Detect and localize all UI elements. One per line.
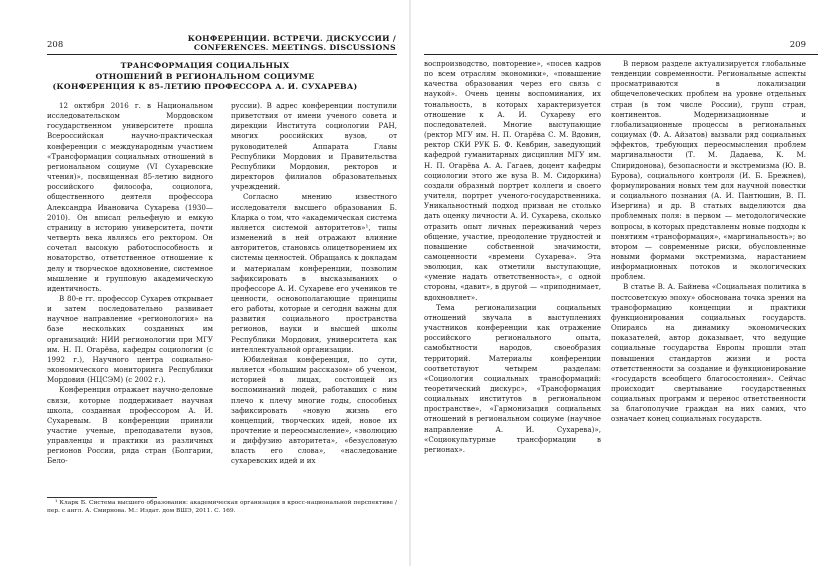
right-column-2 xyxy=(611,59,806,425)
footnote-rule xyxy=(47,497,157,498)
page-number: 208 xyxy=(47,40,64,50)
paragraph: Согласно мнению известного исследователя высшего образования Б. Кларка о том, что «академическая система является системой авторитетов»¹, типы изменений в ней отражают влияние авторитетов, становясь олицетворением их системы ценностей. Обращаясь к докладам и материалам конференции, позволим зафиксировать в высказываниях о профессоре А. И. Сухареве его учеников те ценности, основополагающие принципы его работы, которые и сегодня важны для развития социального пространства регионов, науки и высшей школы Республики Мордовия, университета как интеллектуальной организации. xyxy=(231,192,397,354)
title-line-1: ТРАНСФОРМАЦИЯ СОЦИАЛЬНЫХ xyxy=(120,61,290,70)
title-line-3: (КОНФЕРЕНЦИЯ К 85-ЛЕТИЮ ПРОФЕССОРА А. И. СУХАРЕВА) xyxy=(52,82,358,92)
header-line-2: CONFERENCES. MEETINGS. DISCUSSIONS xyxy=(193,43,396,52)
paragraph: руссии). В адрес конференции поступили приветствия от имени ученого совета и дирекции Института социологии РАН, многих российских вузов, от руководителей Аппарата Главы Республики Мордовия и Правительства Республики Мордовия, ректоров и директоров филиалов образовательных учреждений. xyxy=(231,101,397,192)
footnote: ¹ Кларк Б. Система высшего образования: академическая организация в кросс-национальной перспективе / пер. с англ. А. Смирнова. М.: Издат. дом ВШЭ, 2011. С. 169. xyxy=(47,500,397,514)
header-rule xyxy=(47,54,397,55)
left-column-2 xyxy=(231,101,397,467)
right-page xyxy=(410,0,820,566)
header-line-1: КОНФЕРЕНЦИИ. ВСТРЕЧИ. ДИСКУССИИ / xyxy=(187,34,396,43)
paragraph: Тема регионализации социальных отношений звучала в выступлениях участников конференции как отражение российского регионального опыта, самобытности народов, своеобразия территорий. Материалы конференции соответствуют четырем разделам: «Социология социальных трансформаций: теоретический дискурс», «Трансформация социальных институтов в региональном пространстве», «Гармонизация социальных отношений в региональном социуме (научное направление А. И. Сухарева)», «Социокультурные трансформации в регионах». xyxy=(424,302,601,454)
page-number: 209 xyxy=(789,40,806,50)
left-column-1 xyxy=(47,101,213,467)
paragraph: воспроизводство, повторение», «посев кадров по всем отраслям экономики», «повышение качества образования через его связь с наукой». Очень ценны воспоминания, их тональность, в которых характеризуется отношение к А. И. Сухареву его последователей. Многие выступающие (ректор МГУ им. Н. П. Огарёва С. М. Вдовин, ректор СКИ РУК Б. Ф. Кевбрин, заведующий кафедрой гуманитарных дисциплин МГУ им. Н. П. Огарёва А. А. Гагаев, доцент кафедры социологии этого же вуза В. М. Сидоркина) создали образный портрет коллеги и своего учителя, портрет ученого-государственника. Уникальностный подход призван не столько дать оценку личности А. И. Сухарева, сколько отразить опыт личных переживаний через общение, участие, преодоление трудностей и повышение собственной значимости, самоценности «времени Сухарева». Эта эволюция, как отметили выступающие, «умение надать ответственность», с одной стороны, «давит», в другой — «приподнимает, вдохновляет». xyxy=(424,59,601,302)
running-header xyxy=(188,34,396,52)
paragraph: В первом разделе актуализируется глобальные тенденции современности. Региональные аспекты просматриваются в локализации общечеловеческих проблем на уровне отдельных стран (в том числе России), групп стран, континентов. Модернизационные и глобализационные процессы в региональных социумах (Ф. А. Айзатов) вызвали ряд социальных эффектов, требующих переосмысления проблем маргинальности (Т. М. Дадаева, К. М. Спиридонова), безопасности и экстремизма (Ю. В. Бурова), социального контроля (И. Б. Брежнев), формулирования новых тем для научной повестки и социального познания (А. И. Пантюшин, В. П. Изергина) и др. В статьях выделяются два проблемных поля: в первом — методологические вопросы, в которых представлены новые подходы к понятиям «трансформация», «маргинальность»; во втором — современные риски, обусловленные новыми формами экстремизма, нарастанием информационных потоков и экологических проблем. xyxy=(611,59,806,282)
header-rule xyxy=(424,54,818,55)
paragraph: Юбилейная конференция, по сути, является «большим рассказом» об ученом, историей в лицах, состоящей из воспоминаний людей, работавших с ним плечо к плечу многие годы, способных зафиксировать «новую жизнь его концепций, творческих идей, новое их прочтение и переосмысление», «эволюцию и диффузию авторитета», «безусловную власть его слова», «наследование сухаревских идей и их xyxy=(231,354,397,466)
paragraph: В 80-е гг. профессор Сухарев открывает и затем последовательно развивает научное направление «регионология» на базе нескольких созданных им организаций: НИИ регионологии при МГУ им. Н. П. Огарёва, кафедры социологии (с 1992 г.), Научного центра социально-экономического мониторинга Республики Мордовия (НЦСЭМ) (с 2002 г.). xyxy=(47,293,213,385)
paragraph: В статье В. А. Байнева «Социальная политика в постсоветскую эпоху» обоснована точка зрения на трансформацию концепции и практики функционирования социальных государств. Опираясь на динамику экономических показателей, автор доказывает, что ведущие социальные государства Европы прошли этап повышения стандартов жизни и роста ответственности за создание и функционирование «государств всеобщего благосостояния». Сейчас происходит свертывание государственных социальных программ и перенос ответственности за благополучие граждан на них самих, что означает конец социальных государств. xyxy=(611,282,806,424)
paragraph: 12 октября 2016 г. в Национальном исследовательском Мордовском государственном университете прошла Всероссийская научно-практическая конференция с международным участием «Трансформация социальных отношений в региональном социуме (VI Сухаревские чтения)», посвященная 85-летию видного российского философа, социолога, общественного деятеля профессора Александра Ивановича Сухарева (1930—2010). Он вписал рельефную и емкую страницу в историю университета, почти четверть века являясь его ректором. Он сочетал высокую работоспособность и новаторство, ответственное отношение к делу и творческое вдохновение, системное мышление и групповую академическую идентичность. xyxy=(47,101,213,293)
right-column-1 xyxy=(424,59,601,455)
article-title xyxy=(0,61,410,93)
paragraph: Конференция отражает научно-деловые связи, которые поддерживает научная школа, созданная профессором А. И. Сухаревым. В конференции приняли участие ученые, преподаватели вузов, управленцы и практики из различных регионов России, ряда стран (Болгарии, Бело- xyxy=(47,385,213,466)
title-line-2: ОТНОШЕНИЙ В РЕГИОНАЛЬНОМ СОЦИУМЕ xyxy=(95,71,315,81)
